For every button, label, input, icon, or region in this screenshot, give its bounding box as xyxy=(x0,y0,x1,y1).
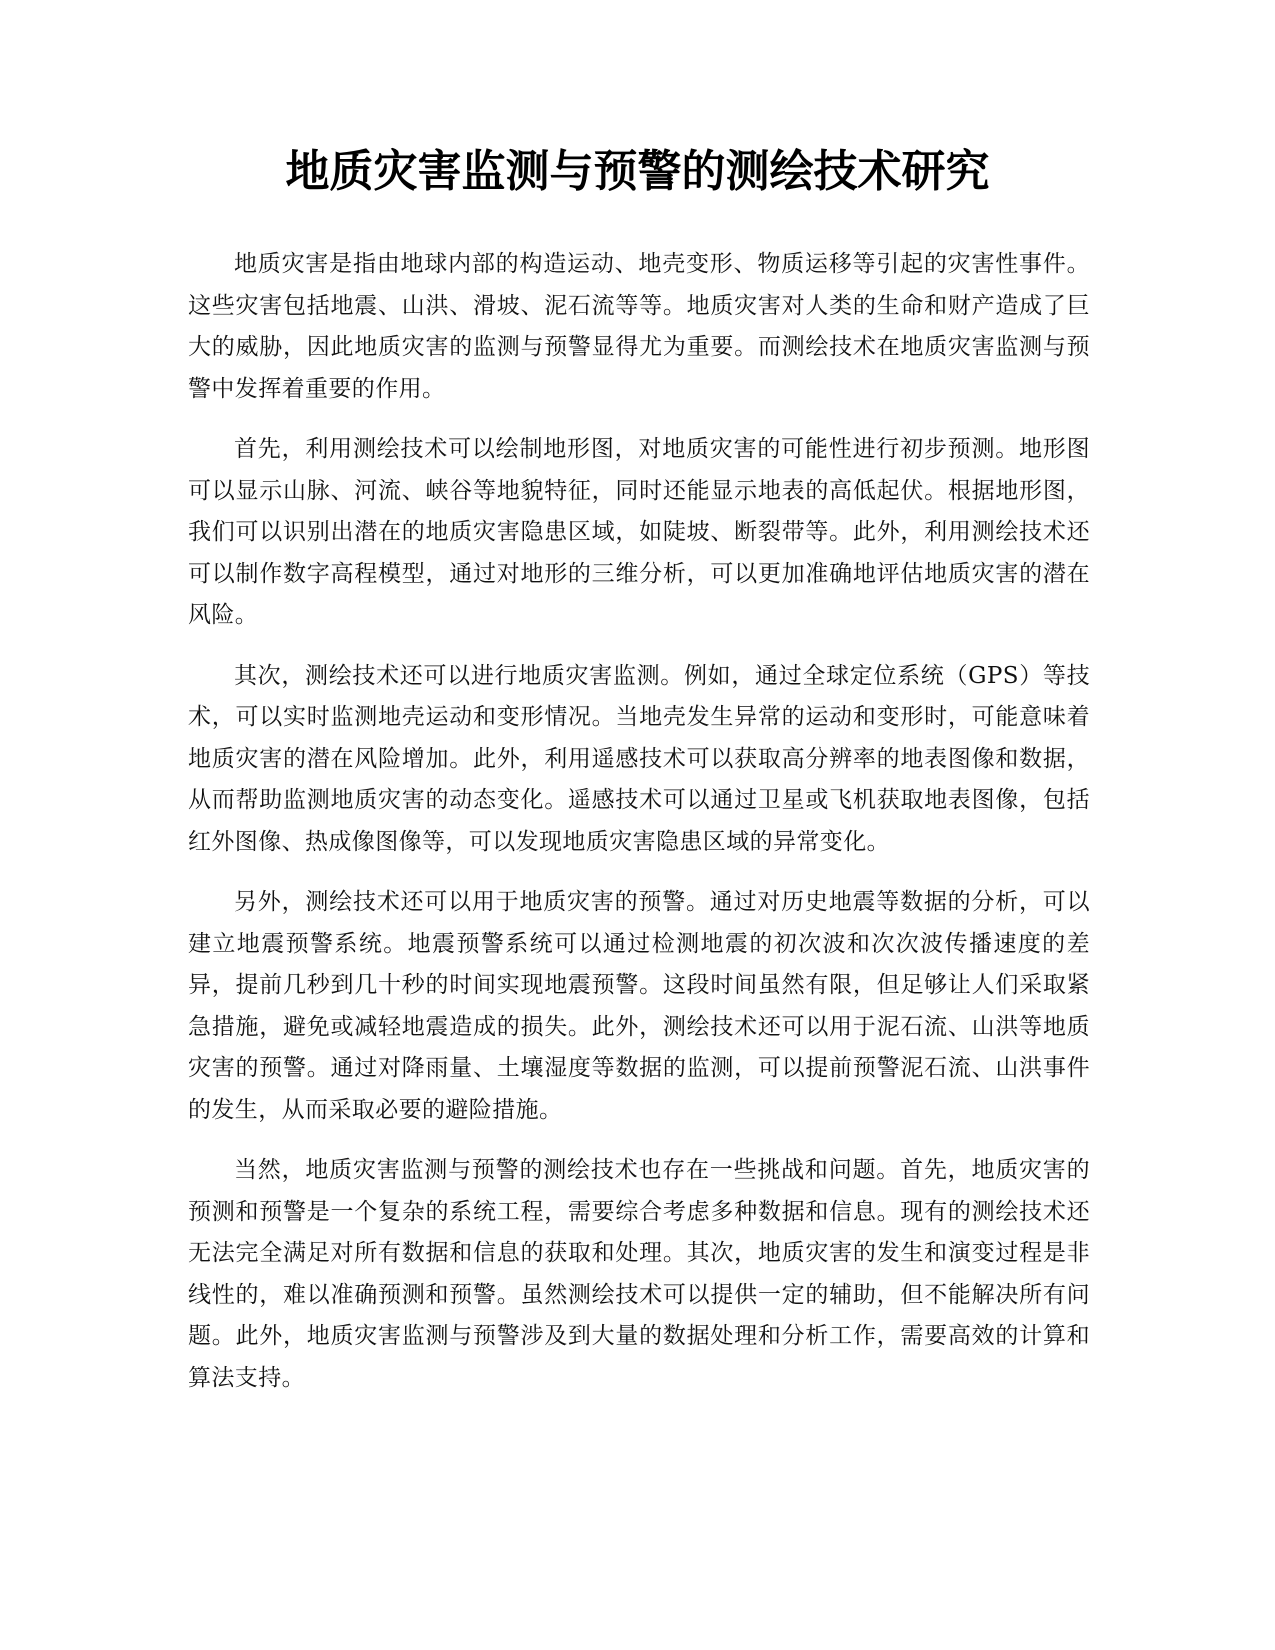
paragraph-topographic-maps: 首先，利用测绘技术可以绘制地形图，对地质灾害的可能性进行初步预测。地形图可以显示山脉、河流、峡谷等地貌特征，同时还能显示地表的高低起伏。根据地形图，我们可以识别出潜在的地质灾害隐患区域，如陡坡、断裂带等。此外，利用测绘技术还可以制作数字高程模型，通过对地形的三维分析，可以更加准确地评估地质灾害的潜在风险。 xyxy=(188,436,1090,628)
paragraph-intro: 地质灾害是指由地球内部的构造运动、地壳变形、物质运移等引起的灾害性事件。这些灾害包括地震、山洪、滑坡、泥石流等等。地质灾害对人类的生命和财产造成了巨大的威胁，因此地质灾害的监测与预警显得尤为重要。而测绘技术在地质灾害监测与预警中发挥着重要的作用。 xyxy=(188,251,1090,402)
paragraph-early-warning: 另外，测绘技术还可以用于地质灾害的预警。通过对历史地震等数据的分析，可以建立地震预警系统。地震预警系统可以通过检测地震的初次波和次次波传播速度的差异，提前几秒到几十秒的时间实现地震预警。这段时间虽然有限，但足够让人们采取紧急措施，避免或减轻地震造成的损失。此外，测绘技术还可以用于泥石流、山洪等地质灾害的预警。通过对降雨量、土壤湿度等数据的监测，可以提前预警泥石流、山洪事件的发生，从而采取必要的避险措施。 xyxy=(188,889,1090,1123)
document-title: 地质灾害监测与预警的测绘技术研究 xyxy=(285,146,990,197)
document-body xyxy=(188,244,1090,1418)
paragraph-challenges: 当然，地质灾害监测与预警的测绘技术也存在一些挑战和问题。首先，地质灾害的预测和预警是一个复杂的系统工程，需要综合考虑多种数据和信息。现有的测绘技术还无法完全满足对所有数据和信息的获取和处理。其次，地质灾害的发生和演变过程是非线性的，难以准确预测和预警。虽然测绘技术可以提供一定的辅助，但不能解决所有问题。此外，地质灾害监测与预警涉及到大量的数据处理和分析工作，需要高效的计算和算法支持。 xyxy=(188,1157,1090,1391)
paragraph-monitoring: 其次，测绘技术还可以进行地质灾害监测。例如，通过全球定位系统（GPS）等技术，可以实时监测地壳运动和变形情况。当地壳发生异常的运动和变形时，可能意味着地质灾害的潜在风险增加。此外，利用遥感技术可以获取高分辨率的地表图像和数据，从而帮助监测地质灾害的动态变化。遥感技术可以通过卫星或飞机获取地表图像，包括红外图像、热成像图像等，可以发现地质灾害隐患区域的异常变化。 xyxy=(188,662,1090,855)
